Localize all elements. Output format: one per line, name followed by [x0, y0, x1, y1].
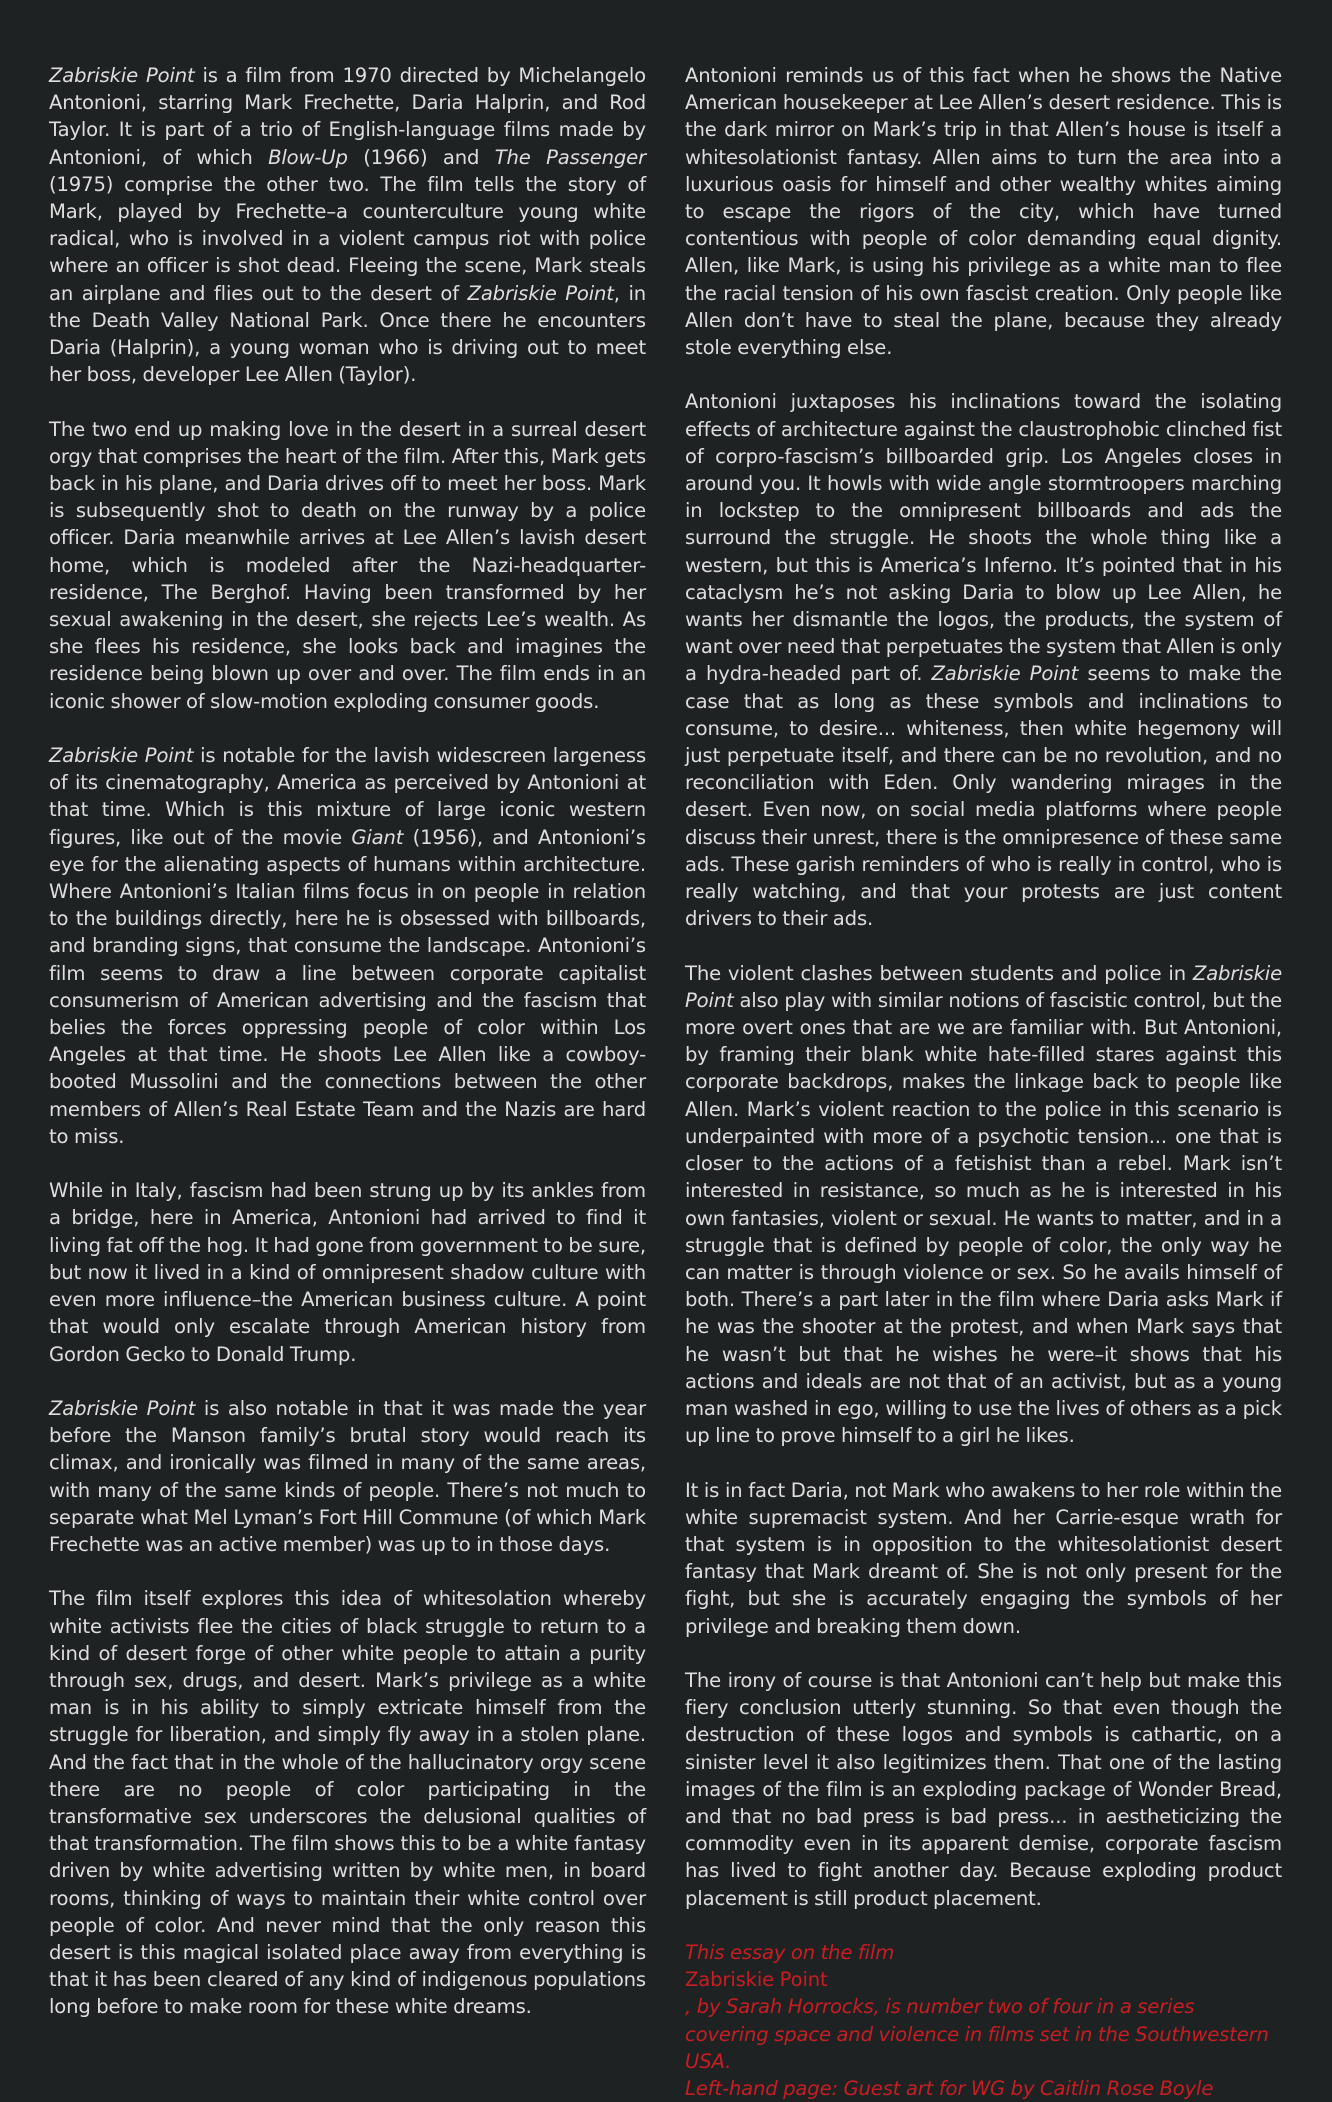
paragraph-3: Zabriskie Point is notable for the lavish widescreen largeness of its cinematography, America as perceived by Antonioni at that time. Which is this mixture of large iconic western figures, like out of the movie Giant (1956), and Antonioni’s eye for the alienating aspects of humans within architecture. Where Antonioni’s Italian films focus in on people in relation to the buildings directly, here he is obsessed with billboards, and branding signs, that consume the landscape. Antonioni’s film seems to draw a line between corporate capitalist consumerism of American advertising and the fascism that belies the forces oppressing people of color within Los Angeles at that time. He shoots Lee Allen like a cowboy-booted Mussolini and the connections between the other members of Allen’s Real Estate Team and the Nazis are hard to miss. — [49, 744, 647, 1148]
film-title: Giant — [351, 825, 404, 849]
paragraph-6: The film itself explores this idea of whitesolation whereby white activists flee the cities of black struggle to return to a kind of desert forge of other white people to attain a purity through sex, drugs, and desert. Mark’s privilege as a white man is in his ability to simply extricate himself from the struggle for liberation, and simply fly away in a stolen plane. And the fact that in the whole of the hallucinatory orgy scene there are no people of color participating in the transformative sex underscores the delusional qualities of that transformation. The film shows this to be a white fantasy driven by white advertising written by white men, in board rooms, thinking of ways to maintain their white control over people of color. And never mind that the only reason this desert is this magical isolated place away from everything is that it has been cleared of any kind of indigenous populations long before to make room for these white dreams. — [49, 1587, 646, 2019]
credit-line-2: Left-hand page: Guest art for WG by Caitlin Rose Boyle — [685, 2076, 1214, 2100]
film-title: Zabriskie Point — [49, 1396, 196, 1420]
paragraph-10: It is in fact Daria, not Mark who awakens to her role within the white supremacist system. And her Carrie-esque wrath for that system is in opposition to the whitesolationist desert fantasy that Mark dreamt of. She is not only present for the fight, but she is accurately engaging the symbols of her privilege and breaking them down. — [685, 1478, 1282, 1638]
paragraph-8: Antonioni juxtaposes his inclinations toward the isolating effects of architecture against the claustrophobic clinched fist of corpro-fascism’s billboarded grip. Los Angeles closes in around you. It howls with wide angle stormtroopers marching in lockstep to the omnipresent billboards and ads the surround the struggle. He shoots the whole thing like a western, but this is America’s Inferno. It’s pointed that in his cataclysm he’s not asking Daria to blow up Lee Allen, he wants her dismantle the logos, the products, the system of want over need that perpetuates the system that Allen is only a hydra-headed part of. Zabriskie Point seems to make the case that as long as these symbols and inclinations to consume, to desire... whiteness, then white hegemony will just perpetuate itself, and there can be no revolution, and no reconciliation with Eden. Only wandering mirages in the desert. Even now, on social media platforms where people discuss their unrest, there is the omnipresence of these same ads. These garish reminders of who is really in control, who is really watching, and that your protests are just content drivers to their ads. — [685, 390, 1283, 931]
right-column — [685, 62, 1282, 2102]
paragraph-4: While in Italy, fascism had been strung up by its ankles from a bridge, here in America, Antonioni had arrived to find it living fat off the hog. It had gone from government to be sure, but now it lived in a kind of omnipresent shadow culture with even more influence–the American business culture. A point that would only escalate through American history from Gordon Gecko to Donald Trump. — [49, 1179, 646, 1366]
film-title: Zabriskie Point — [49, 744, 194, 768]
film-title: Zabriskie Point — [467, 281, 614, 305]
film-title: Blow-Up — [268, 145, 348, 169]
film-title: Zabriskie Point — [685, 961, 1282, 1012]
paragraph-11: The irony of course is that Antonioni can’t help but make this fiery conclusion utterly stunning. So that even though the destruction of these logos and symbols is cathartic, on a sinister level it also legitimizes them. That one of the lasting images of the film is an exploding package of Wonder Bread, and that no bad press is bad press... in aestheticizing the commodity even in its apparent demise, corporate fascism has lived to fight another day. Because exploding product placement is still product placement. — [685, 1668, 1282, 1910]
paragraph-5: Zabriskie Point is also notable in that it was made the year before the Manson family’s brutal story would reach its climax, and ironically was filmed in many of the same areas, with many of the same kinds of people. There’s not much to separate what Mel Lyman’s Fort Hill Commune (of which Mark Frechette was an active member) was up to in those days. — [49, 1396, 647, 1556]
essay-credit — [685, 1939, 1282, 2102]
left-column — [49, 62, 646, 2021]
credit-line-1: This essay on the film Zabriskie Point , by Sarah Horrocks, is number two of four in a series covering space and violence in films set in the Southwestern USA. — [685, 1939, 1282, 2075]
film-title: Zabriskie Point — [931, 662, 1079, 686]
film-title: Zabriskie Point — [49, 64, 195, 87]
film-title: Zabriskie Point — [685, 1968, 828, 1992]
film-title: The Passenger — [494, 145, 646, 169]
paragraph-2: The two end up making love in the desert in a surreal desert orgy that comprises the heart of the film. After this, Mark gets back in his plane, and Daria drives off to meet her boss. Mark is subsequently shot to death on the runway by a police officer. Daria meanwhile arrives at Lee Allen’s lavish desert home, which is modeled after the Nazi-headquarter-residence, The Berghof. Having been transformed by her sexual awakening in the desert, she rejects Lee’s wealth. As she flees his residence, she looks back and imagines the residence being blown up over and over. The film ends in an iconic shower of slow-motion exploding consumer goods. — [49, 417, 646, 713]
paragraph-1: Zabriskie Point is a film from 1970 directed by Michelangelo Antonioni, starring Mark Frechette, Daria Halprin, and Rod Taylor. It is part of a trio of English-language films made by Antonioni, of which Blow-Up (1966) and The Passenger (1975) comprise the other two. The film tells the story of Mark, played by Frechette–a counterculture young white radical, who is involved in a violent campus riot with police where an officer is shot dead. Fleeing the scene, Mark steals an airplane and flies out to the desert of Zabriskie Point, in the Death Valley National Park. Once there he encounters Daria (Halprin), a young woman who is driving out to meet her boss, developer Lee Allen (Taylor). — [49, 64, 647, 387]
paragraph-9: The violent clashes between students and police in Zabriskie Point also play with similar notions of fascistic control, but the more overt ones that are we are familiar with. But Antonioni, by framing their blank white hate-filled stares against this corporate backdrops, makes the linkage back to people like Allen. Mark’s violent reaction to the police in this scenario is underpainted with more of a psychotic tension... one that is closer to the actions of a fetishist than a rebel. Mark isn’t interested in resistance, so much as he is interested in his own fantasies, violent or sexual. He wants to matter, and in a struggle that is defined by people of color, the only way he can matter is through violence or sex. So he avails himself of both. There’s a part later in the film where Daria asks Mark if he was the shooter at the protest, and when Mark says that he wasn’t but that he wishes he were–it shows that his actions and ideals are not that of an activist, but as a young man washed in ego, willing to use the lives of others as a pick up line to prove himself to a girl he likes. — [685, 961, 1282, 1448]
paragraph-7: Antonioni reminds us of this fact when he shows the Native American housekeeper at Lee Allen’s desert residence. This is the dark mirror on Mark’s trip in that Allen’s house is itself a whitesolationist fantasy. Allen aims to turn the area into a luxurious oasis for himself and other wealthy whites aiming to escape the rigors of the city, which have turned contentious with people of color demanding equal dignity. Allen, like Mark, is using his privilege as a white man to flee the racial tension of his own fascist creation. Only people like Allen don’t have to steal the plane, because they already stole everything else. — [685, 64, 1282, 360]
